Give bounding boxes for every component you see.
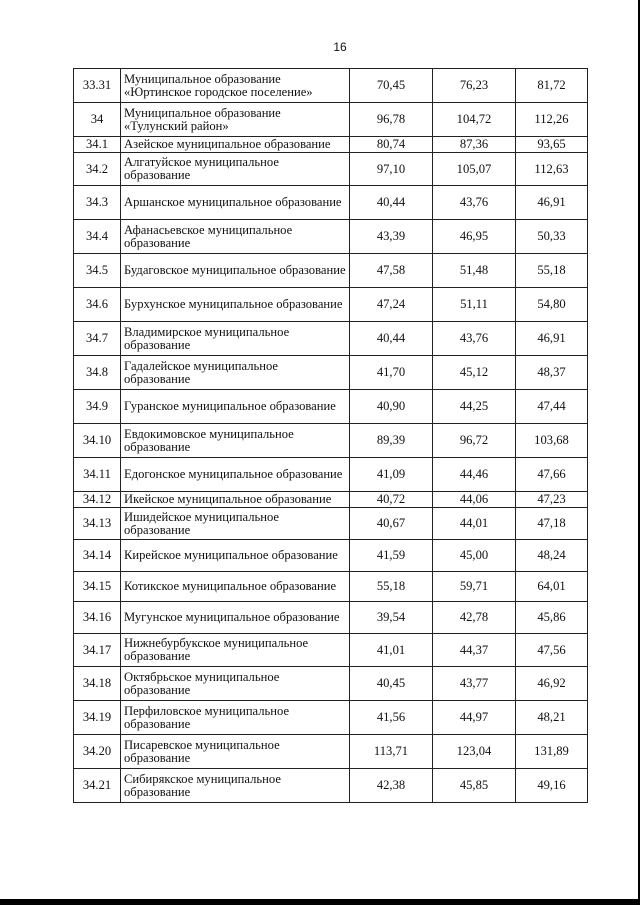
value-1-cell: 41,56 — [350, 701, 433, 735]
value-1-cell: 96,78 — [350, 103, 433, 137]
table-row — [74, 153, 588, 186]
municipality-name-cell: Писаревское муниципальное образование — [121, 735, 350, 769]
value-1-cell: 42,38 — [350, 769, 433, 803]
value-2-cell: 43,76 — [433, 322, 516, 356]
row-number-cell: 34 — [74, 103, 121, 137]
table-row — [74, 634, 588, 667]
municipality-name-cell: Азейское муниципальное образование — [121, 137, 350, 153]
municipality-name-cell: Котикское муниципальное образование — [121, 572, 350, 602]
table-row — [74, 322, 588, 356]
value-3-cell: 46,91 — [516, 186, 588, 220]
value-1-cell: 41,59 — [350, 540, 433, 572]
value-2-cell: 96,72 — [433, 424, 516, 458]
value-2-cell: 51,11 — [433, 288, 516, 322]
table-row — [74, 69, 588, 103]
value-2-cell: 87,36 — [433, 137, 516, 153]
municipality-name-cell: Аршанское муниципальное образование — [121, 186, 350, 220]
row-number-cell: 34.14 — [74, 540, 121, 572]
value-2-cell: 42,78 — [433, 602, 516, 634]
table-row — [74, 137, 588, 153]
value-3-cell: 47,18 — [516, 508, 588, 540]
row-number-cell: 34.5 — [74, 254, 121, 288]
value-1-cell: 41,01 — [350, 634, 433, 667]
row-number-cell: 34.20 — [74, 735, 121, 769]
value-1-cell: 40,90 — [350, 390, 433, 424]
table-row — [74, 220, 588, 254]
value-3-cell: 112,26 — [516, 103, 588, 137]
value-3-cell: 45,86 — [516, 602, 588, 634]
value-2-cell: 46,95 — [433, 220, 516, 254]
municipality-name-cell: Гадалейское муниципальное образование — [121, 356, 350, 390]
value-1-cell: 55,18 — [350, 572, 433, 602]
value-3-cell: 103,68 — [516, 424, 588, 458]
value-2-cell: 45,00 — [433, 540, 516, 572]
table-row — [74, 103, 588, 137]
row-number-cell: 34.3 — [74, 186, 121, 220]
value-3-cell: 54,80 — [516, 288, 588, 322]
value-3-cell: 48,24 — [516, 540, 588, 572]
value-1-cell: 47,24 — [350, 288, 433, 322]
value-1-cell: 41,70 — [350, 356, 433, 390]
value-2-cell: 104,72 — [433, 103, 516, 137]
municipality-name-cell: Мугунское муниципальное образование — [121, 602, 350, 634]
value-1-cell: 40,44 — [350, 322, 433, 356]
municipality-name-cell: Владимирское муниципальное образование — [121, 322, 350, 356]
municipality-name-cell: Нижнебурбукское муниципальное образование — [121, 634, 350, 667]
municipality-name-cell: Ишидейское муниципальное образование — [121, 508, 350, 540]
row-number-cell: 34.18 — [74, 667, 121, 701]
value-1-cell: 97,10 — [350, 153, 433, 186]
table-row — [74, 769, 588, 803]
table-row — [74, 254, 588, 288]
table-body — [74, 69, 588, 803]
page-number: 16 — [333, 40, 347, 54]
row-number-cell: 34.2 — [74, 153, 121, 186]
value-3-cell: 46,92 — [516, 667, 588, 701]
value-3-cell: 48,37 — [516, 356, 588, 390]
row-number-cell: 34.4 — [74, 220, 121, 254]
value-3-cell: 64,01 — [516, 572, 588, 602]
value-1-cell: 70,45 — [350, 69, 433, 103]
value-2-cell: 44,06 — [433, 492, 516, 508]
value-3-cell: 46,91 — [516, 322, 588, 356]
municipality-name-cell: Гуранское муниципальное образование — [121, 390, 350, 424]
table-row — [74, 186, 588, 220]
municipality-name-cell: Едогонское муниципальное образование — [121, 458, 350, 492]
value-3-cell: 47,23 — [516, 492, 588, 508]
value-2-cell: 44,46 — [433, 458, 516, 492]
value-2-cell: 44,01 — [433, 508, 516, 540]
value-1-cell: 80,74 — [350, 137, 433, 153]
value-1-cell: 89,39 — [350, 424, 433, 458]
municipality-name-cell: Сибирякское муниципальное образование — [121, 769, 350, 803]
municipality-name-cell: Перфиловское муниципальное образование — [121, 701, 350, 735]
value-2-cell: 59,71 — [433, 572, 516, 602]
row-number-cell: 34.10 — [74, 424, 121, 458]
table-row — [74, 390, 588, 424]
row-number-cell: 34.1 — [74, 137, 121, 153]
value-2-cell: 45,12 — [433, 356, 516, 390]
municipality-name-cell: Кирейское муниципальное образование — [121, 540, 350, 572]
table-row — [74, 492, 588, 508]
data-table — [73, 68, 588, 803]
municipality-name-cell: Алгатуйское муниципальное образование — [121, 153, 350, 186]
value-3-cell: 112,63 — [516, 153, 588, 186]
value-2-cell: 44,97 — [433, 701, 516, 735]
municipality-name-cell: Евдокимовское муниципальное образование — [121, 424, 350, 458]
value-1-cell: 39,54 — [350, 602, 433, 634]
value-1-cell: 40,67 — [350, 508, 433, 540]
value-1-cell: 113,71 — [350, 735, 433, 769]
municipality-name-cell: Октябрьское муниципальное образование — [121, 667, 350, 701]
value-3-cell: 47,44 — [516, 390, 588, 424]
value-2-cell: 44,37 — [433, 634, 516, 667]
value-2-cell: 43,77 — [433, 667, 516, 701]
value-1-cell: 40,72 — [350, 492, 433, 508]
row-number-cell: 34.12 — [74, 492, 121, 508]
value-1-cell: 41,09 — [350, 458, 433, 492]
value-2-cell: 45,85 — [433, 769, 516, 803]
value-1-cell: 43,39 — [350, 220, 433, 254]
value-2-cell: 105,07 — [433, 153, 516, 186]
row-number-cell: 34.8 — [74, 356, 121, 390]
value-3-cell: 55,18 — [516, 254, 588, 288]
municipality-name-cell: Будаговское муниципальное образование — [121, 254, 350, 288]
table-row — [74, 540, 588, 572]
row-number-cell: 34.13 — [74, 508, 121, 540]
table-row — [74, 572, 588, 602]
value-2-cell: 51,48 — [433, 254, 516, 288]
value-3-cell: 131,89 — [516, 735, 588, 769]
row-number-cell: 34.21 — [74, 769, 121, 803]
table-row — [74, 458, 588, 492]
value-1-cell: 47,58 — [350, 254, 433, 288]
row-number-cell: 34.17 — [74, 634, 121, 667]
value-3-cell: 93,65 — [516, 137, 588, 153]
table-row — [74, 602, 588, 634]
table-row — [74, 701, 588, 735]
municipality-name-cell: Бурхунское муниципальное образование — [121, 288, 350, 322]
table-row — [74, 508, 588, 540]
value-2-cell: 123,04 — [433, 735, 516, 769]
value-2-cell: 76,23 — [433, 69, 516, 103]
row-number-cell: 34.16 — [74, 602, 121, 634]
value-1-cell: 40,44 — [350, 186, 433, 220]
row-number-cell: 34.7 — [74, 322, 121, 356]
table-row — [74, 667, 588, 701]
row-number-cell: 34.19 — [74, 701, 121, 735]
municipality-name-cell: Афанасьевское муниципальное образование — [121, 220, 350, 254]
scan-edge-bottom — [0, 899, 640, 905]
municipality-name-cell: Муниципальное образование «Тулунский район» — [121, 103, 350, 137]
row-number-cell: 33.31 — [74, 69, 121, 103]
row-number-cell: 34.11 — [74, 458, 121, 492]
value-3-cell: 48,21 — [516, 701, 588, 735]
table-row — [74, 735, 588, 769]
table-row — [74, 424, 588, 458]
municipality-name-cell: Муниципальное образование «Юртинское городское поселение» — [121, 69, 350, 103]
row-number-cell: 34.15 — [74, 572, 121, 602]
row-number-cell: 34.9 — [74, 390, 121, 424]
municipality-name-cell: Икейское муниципальное образование — [121, 492, 350, 508]
value-3-cell: 49,16 — [516, 769, 588, 803]
value-2-cell: 44,25 — [433, 390, 516, 424]
table-row — [74, 288, 588, 322]
row-number-cell: 34.6 — [74, 288, 121, 322]
table-row — [74, 356, 588, 390]
value-3-cell: 50,33 — [516, 220, 588, 254]
value-3-cell: 47,56 — [516, 634, 588, 667]
value-2-cell: 43,76 — [433, 186, 516, 220]
value-3-cell: 81,72 — [516, 69, 588, 103]
value-3-cell: 47,66 — [516, 458, 588, 492]
value-1-cell: 40,45 — [350, 667, 433, 701]
